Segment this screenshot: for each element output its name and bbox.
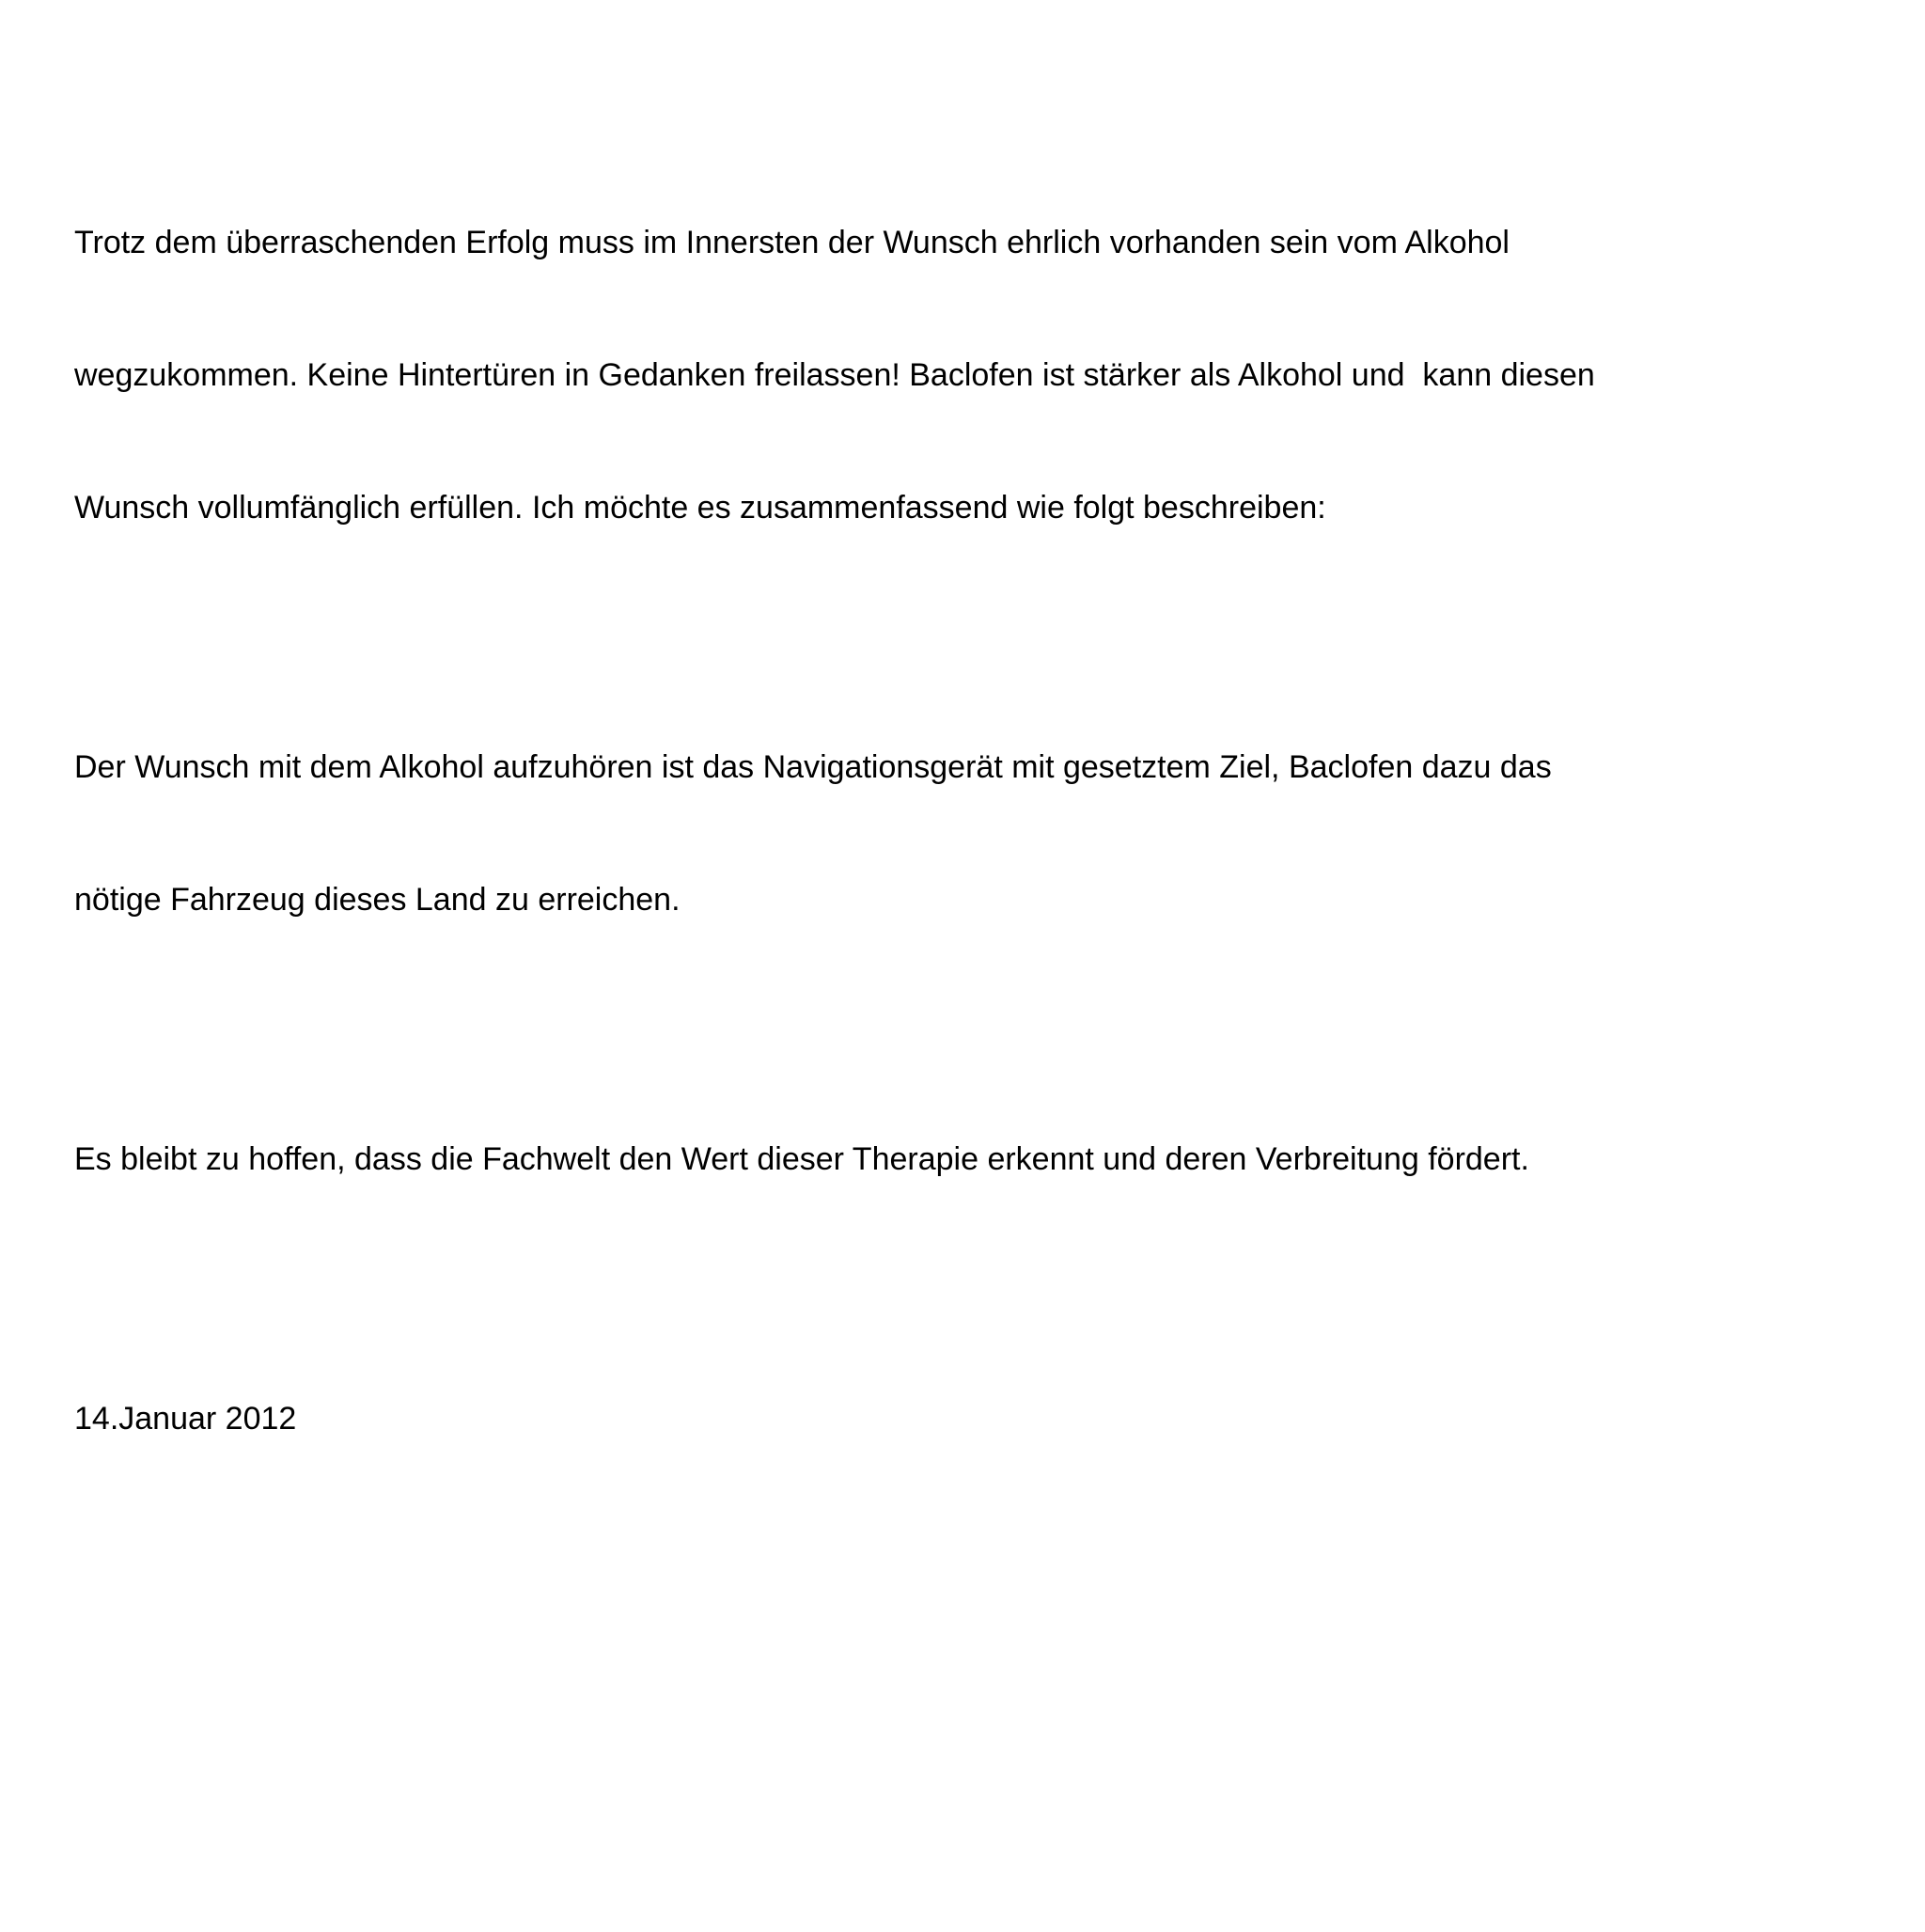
paragraph-line: Trotz dem überraschenden Erfolg muss im Innersten der Wunsch ehrlich vorhanden sein vom Alkohol xyxy=(74,225,1510,260)
paragraph-line: Es bleibt zu hoffen, dass die Fachwelt den Wert dieser Therapie erkennt und deren Verbreitung fördert. xyxy=(74,1141,1529,1177)
paragraph-line: Wunsch vollumfänglich erfüllen. Ich möchte es zusammenfassend wie folgt beschreiben: xyxy=(74,490,1326,526)
paragraph-line: wegzukommen. Keine Hintertüren in Gedanken freilassen! Baclofen ist stärker als Alkohol und kann diesen xyxy=(74,357,1595,393)
document-date xyxy=(74,1309,1860,1530)
paragraph-line: nötige Fahrzeug dieses Land zu erreichen. xyxy=(74,882,681,918)
paragraph-2 xyxy=(74,657,1860,1011)
date-text: 14.Januar 2012 xyxy=(74,1401,297,1437)
document-body xyxy=(74,133,1860,1568)
paragraph-1 xyxy=(74,133,1860,619)
paragraph-line: Der Wunsch mit dem Alkohol aufzuhören ist das Navigationsgerät mit gesetztem Ziel, Baclofen dazu das xyxy=(74,749,1552,785)
paragraph-3 xyxy=(74,1049,1860,1270)
